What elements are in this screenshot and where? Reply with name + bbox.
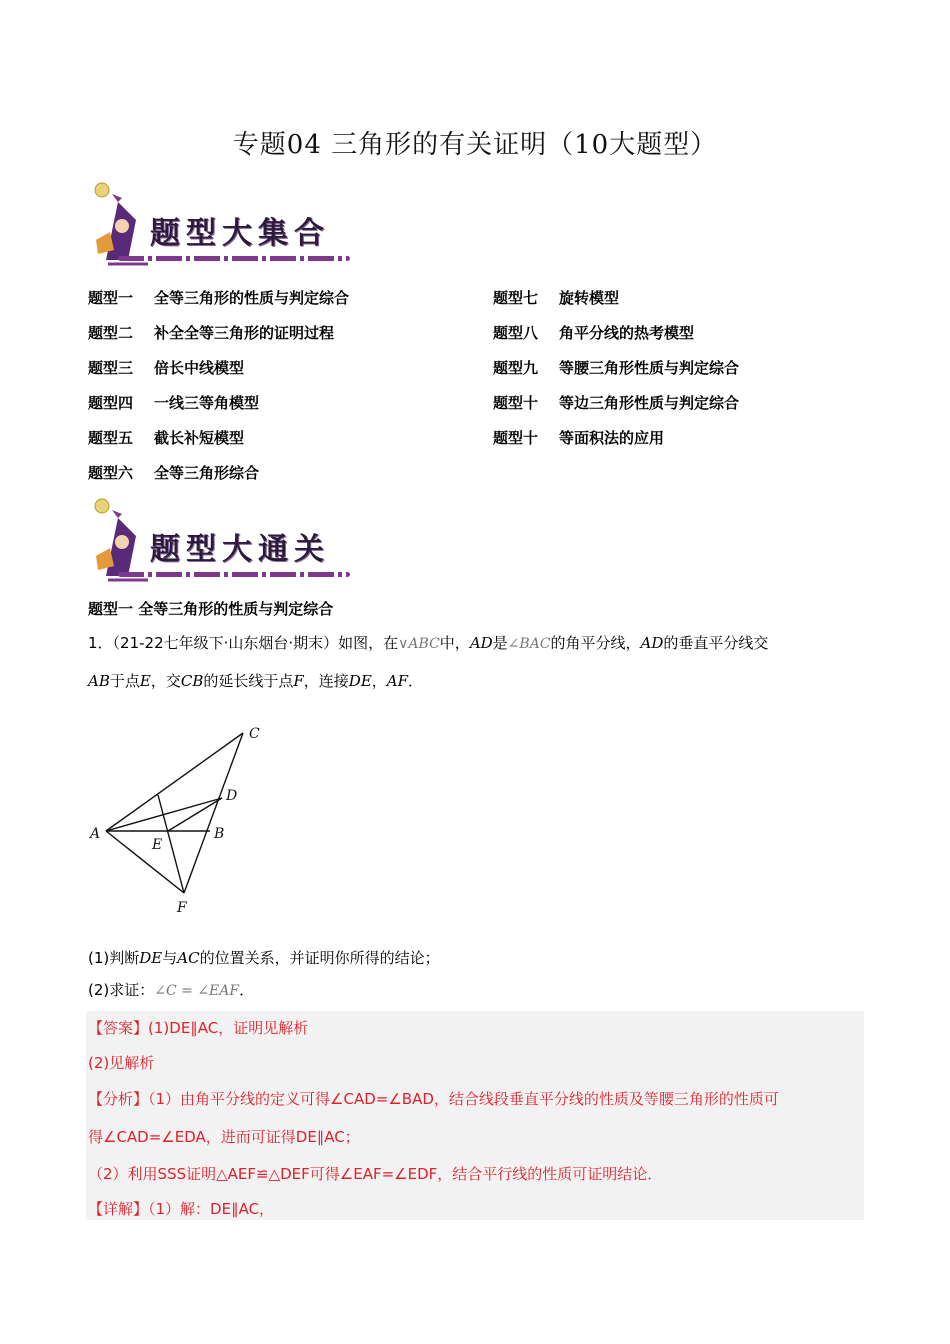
label-f: F bbox=[177, 900, 187, 916]
toc-item: 题型四 一线三等角模型 bbox=[88, 394, 260, 412]
banner-title: 题型大通关 bbox=[150, 532, 330, 567]
segment-ad bbox=[106, 798, 222, 831]
banner-divider bbox=[118, 572, 350, 577]
analysis-line-1: 【分析】（1）由角平分线的定义可得∠CAD=∠BAD，结合线段垂直平分线的性质及等腰三角形的性质可 bbox=[88, 1090, 779, 1108]
problem-line-2: AB于点E，交CB的延长线于点F，连接DE，AF． bbox=[88, 672, 424, 690]
label-e: E bbox=[152, 837, 163, 853]
banner-collection bbox=[88, 180, 352, 272]
question-2: (2)求证：∠C = ∠EAF． bbox=[88, 981, 255, 999]
section-heading: 题型一 全等三角形的性质与判定综合 bbox=[88, 600, 334, 618]
toc-item: 题型三 倍长中线模型 bbox=[88, 359, 245, 377]
toc-item: 题型二 补全全等三角形的证明过程 bbox=[88, 324, 335, 342]
analysis-line-2: 得∠CAD=∠EDA，进而可证得DE∥AC； bbox=[88, 1128, 360, 1146]
banner-divider bbox=[118, 256, 350, 261]
label-a: A bbox=[90, 826, 101, 842]
toc-item: 题型九 等腰三角形性质与判定综合 bbox=[493, 359, 740, 377]
toc-item: 题型十 等边三角形性质与判定综合 bbox=[493, 394, 740, 412]
toc-item: 题型八 角平分线的热考模型 bbox=[493, 324, 695, 342]
toc-item: 题型十 等面积法的应用 bbox=[493, 429, 665, 447]
label-d: D bbox=[226, 788, 238, 804]
segment-cf bbox=[184, 733, 243, 893]
segment-af bbox=[106, 831, 184, 893]
analysis-line-3: （2）利用SSS证明△AEF≌△DEF可得∠EAF=∠EDF，结合平行线的性质可证明结论． bbox=[88, 1165, 663, 1183]
toc-item: 题型六 全等三角形综合 bbox=[88, 464, 260, 482]
answer-line-2: (2)见解析 bbox=[88, 1054, 155, 1072]
toc-item: 题型七 旋转模型 bbox=[493, 289, 620, 307]
segment-ac bbox=[106, 733, 243, 831]
answer-line-1: 【答案】(1)DE∥AC，证明见解析 bbox=[88, 1019, 309, 1037]
answer-panel bbox=[86, 1011, 864, 1220]
geometry-figure bbox=[86, 718, 276, 923]
label-b: B bbox=[214, 826, 225, 842]
banner-pass bbox=[88, 496, 352, 588]
toc-item: 题型五 截长补短模型 bbox=[88, 429, 245, 447]
toc-item: 题型一 全等三角形的性质与判定综合 bbox=[88, 289, 350, 307]
banner-title: 题型大集合 bbox=[150, 216, 330, 251]
label-c: C bbox=[249, 726, 260, 742]
page-title: 专题04 三角形的有关证明（10大题型） bbox=[232, 130, 718, 160]
detail-line-1: 【详解】（1）解：DE∥AC， bbox=[88, 1200, 275, 1218]
question-1: (1)判断DE与AC的位置关系，并证明你所得的结论； bbox=[88, 949, 440, 967]
problem-line-1: 1．（21-22七年级下·山东烟台·期末）如图，在∨ABC中，AD是∠BAC的角平分线，AD的垂直平分线交 bbox=[88, 634, 769, 652]
